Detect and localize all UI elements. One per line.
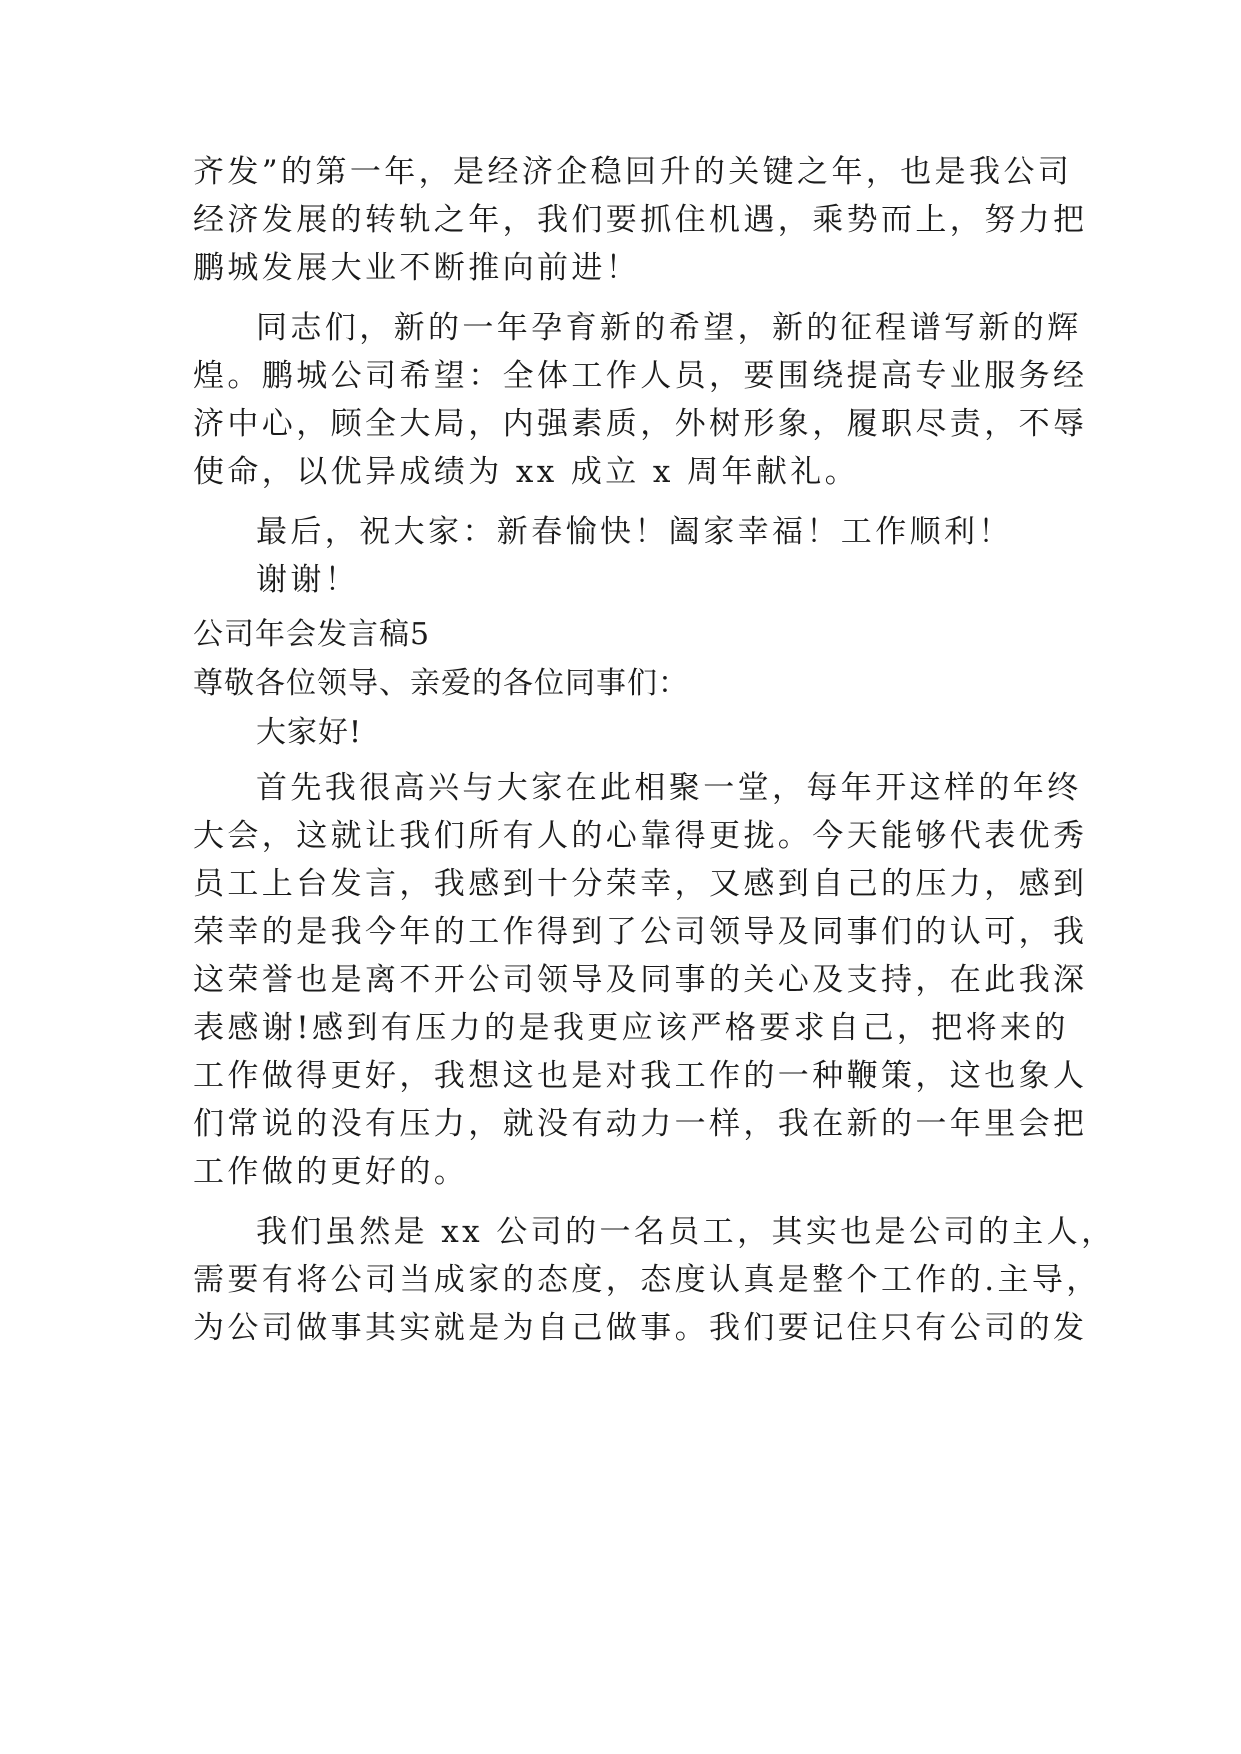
text-line: 谢谢！ [256, 562, 360, 598]
text-line: 同志们，新的一年孕育新的希望，新的征程谱写新的辉 [256, 310, 1082, 346]
text-line: 首先我很高兴与大家在此相聚一堂，每年开这样的年终 [256, 770, 1082, 806]
text-line: 们常说的没有压力，就没有动力一样，我在新的一年里会把 [193, 1106, 1088, 1142]
greeting: 大家好! [256, 715, 363, 750]
text-line: 齐发”的第一年，是经济企稳回升的关键之年，也是我公司 [193, 154, 1073, 190]
text-line: 煌。鹏城公司希望：全体工作人员，要围绕提高专业服务经 [193, 358, 1088, 394]
text-line: 工作做的更好的。 [193, 1154, 469, 1190]
text-line: 工作做得更好，我想这也是对我工作的一种鞭策，这也象人 [193, 1058, 1088, 1094]
text-line: 鹏城发展大业不断推向前进！ [193, 250, 641, 286]
text-line: 最后，祝大家：新春愉快！阖家幸福！工作顺利！ [256, 514, 1013, 550]
text-line: 经济发展的转轨之年，我们要抓住机遇，乘势而上，努力把 [193, 202, 1088, 238]
salutation: 尊敬各位领导、亲爱的各位同事们： [193, 666, 689, 701]
text-line: 员工上台发言，我感到十分荣幸，又感到自己的压力，感到 [193, 866, 1088, 902]
section-heading: 公司年会发言稿5 [193, 617, 431, 652]
text-line: 济中心，顾全大局，内强素质，外树形象，履职尽责，不辱 [193, 406, 1088, 442]
text-line: 大会，这就让我们所有人的心靠得更拢。今天能够代表优秀 [193, 818, 1088, 854]
text-line: 荣幸的是我今年的工作得到了公司领导及同事们的认可，我 [193, 914, 1088, 950]
text-line: 这荣誉也是离不开公司领导及同事的关心及支持，在此我深 [193, 962, 1088, 998]
text-line: 为公司做事其实就是为自己做事。我们要记住只有公司的发 [193, 1310, 1088, 1346]
text-line: 我们虽然是 xx 公司的一名员工，其实也是公司的主人， [256, 1214, 1116, 1250]
text-line: 使命，以优异成绩为 xx 成立 x 周年献礼。 [193, 454, 860, 490]
text-line: 表感谢!感到有压力的是我更应该严格要求自己，把将来的 [193, 1010, 1069, 1046]
text-line: 需要有将公司当成家的态度，态度认真是整个工作的.主导， [193, 1262, 1101, 1298]
